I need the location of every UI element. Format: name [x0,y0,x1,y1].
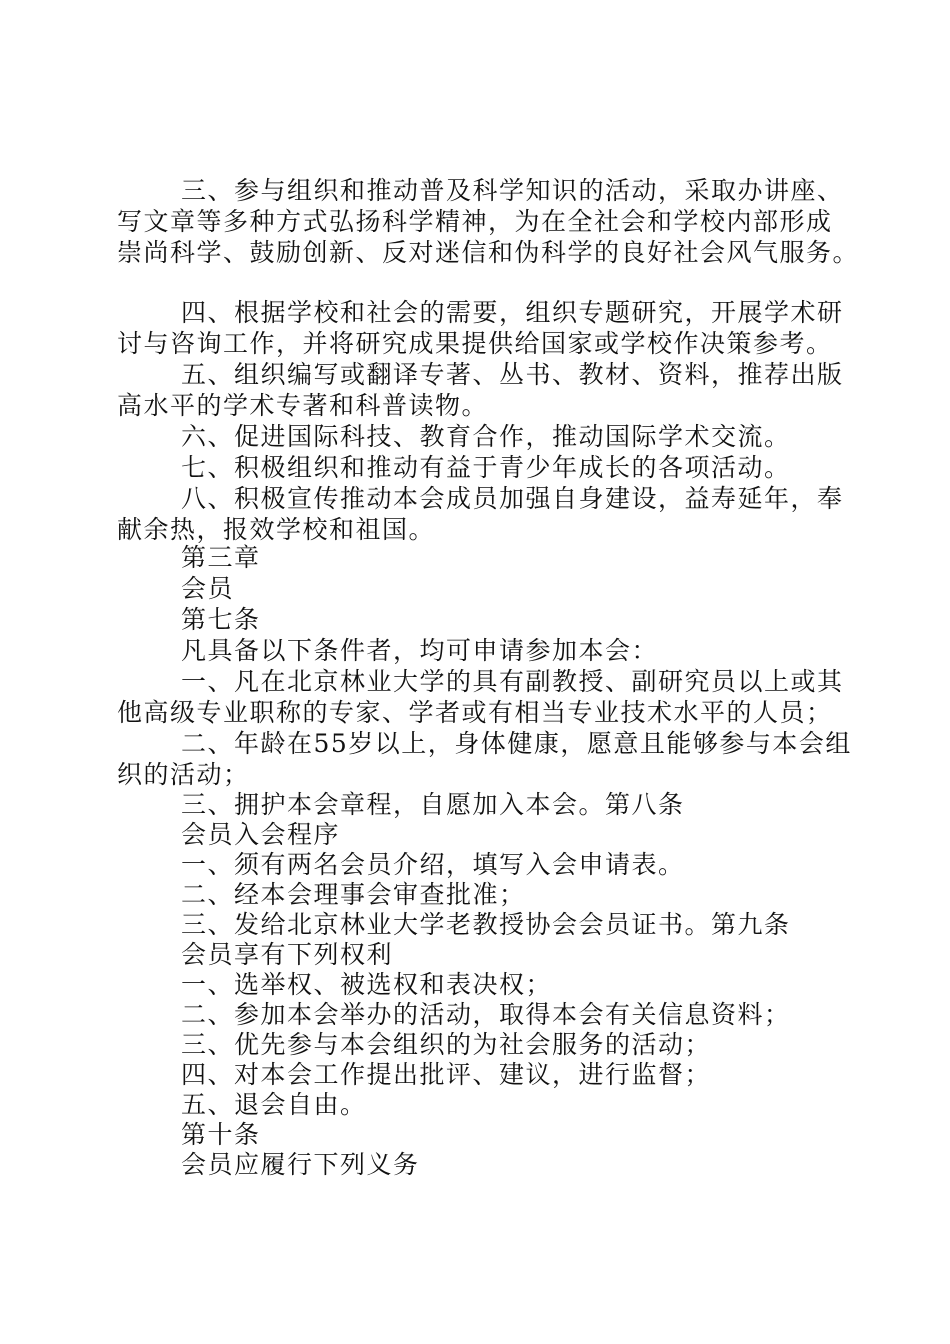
paragraph-line: 一、凡在北京林业大学的具有副教授、副研究员以上或其 [181,667,844,696]
paragraph-line: 二、经本会理事会审查批准； [181,880,526,909]
paragraph-line: 六、促进国际科技、教育合作，推动国际学术交流。 [181,422,791,451]
paragraph-line: 献余热，报效学校和祖国。 [117,515,436,544]
article-heading: 第七条 [181,605,261,634]
paragraph-line: 高水平的学术专著和科普读物。 [117,391,489,420]
paragraph-line: 讨与咨询工作，并将研究成果提供给国家或学校作决策参考。 [117,329,833,358]
paragraph-line: 会员入会程序 [181,820,341,849]
chapter-title: 会员 [181,574,235,603]
paragraph-line: 会员应履行下列义务 [181,1150,420,1179]
paragraph-line: 二、参加本会举办的活动，取得本会有关信息资料； [181,1000,791,1029]
paragraph-line: 会员享有下列权利 [181,940,394,969]
paragraph-line: 一、须有两名会员介绍，填写入会申请表。 [181,850,685,879]
paragraph-line: 五、退会自由。 [181,1090,367,1119]
paragraph-line: 崇尚科学、鼓励创新、反对迷信和伪科学的良好社会风气服务。 [117,238,860,267]
paragraph-line: 三、发给北京林业大学老教授协会会员证书。第九条 [181,910,791,939]
paragraph-line: 织的活动； [117,760,250,789]
chapter-heading: 第三章 [181,543,261,572]
article-heading: 第十条 [181,1120,261,1149]
paragraph-line: 三、拥护本会章程，自愿加入本会。第八条 [181,790,685,819]
paragraph-line: 他高级专业职称的专家、学者或有相当专业技术水平的人员； [117,698,833,727]
paragraph-line: 三、参与组织和推动普及科学知识的活动，采取办讲座、 [181,176,844,205]
paragraph-line: 五、组织编写或翻译专著、丛书、教材、资料，推荐出版 [181,360,844,389]
paragraph-line: 写文章等多种方式弘扬科学精神，为在全社会和学校内部形成 [117,207,833,236]
paragraph-line: 四、对本会工作提出批评、建议，进行监督； [181,1060,712,1089]
paragraph-line: 七、积极组织和推动有益于青少年成长的各项活动。 [181,453,791,482]
paragraph-line: 二、年龄在55岁以上，身体健康，愿意且能够参与本会组 [181,729,852,758]
paragraph-line: 一、选举权、被选权和表决权； [181,970,553,999]
paragraph-line: 八、积极宣传推动本会成员加强自身建设，益寿延年，奉 [181,484,844,513]
paragraph-line: 四、根据学校和社会的需要，组织专题研究，开展学术研 [181,298,844,327]
paragraph-line: 凡具备以下条件者，均可申请参加本会： [181,636,659,665]
paragraph-line: 三、优先参与本会组织的为社会服务的活动； [181,1030,712,1059]
